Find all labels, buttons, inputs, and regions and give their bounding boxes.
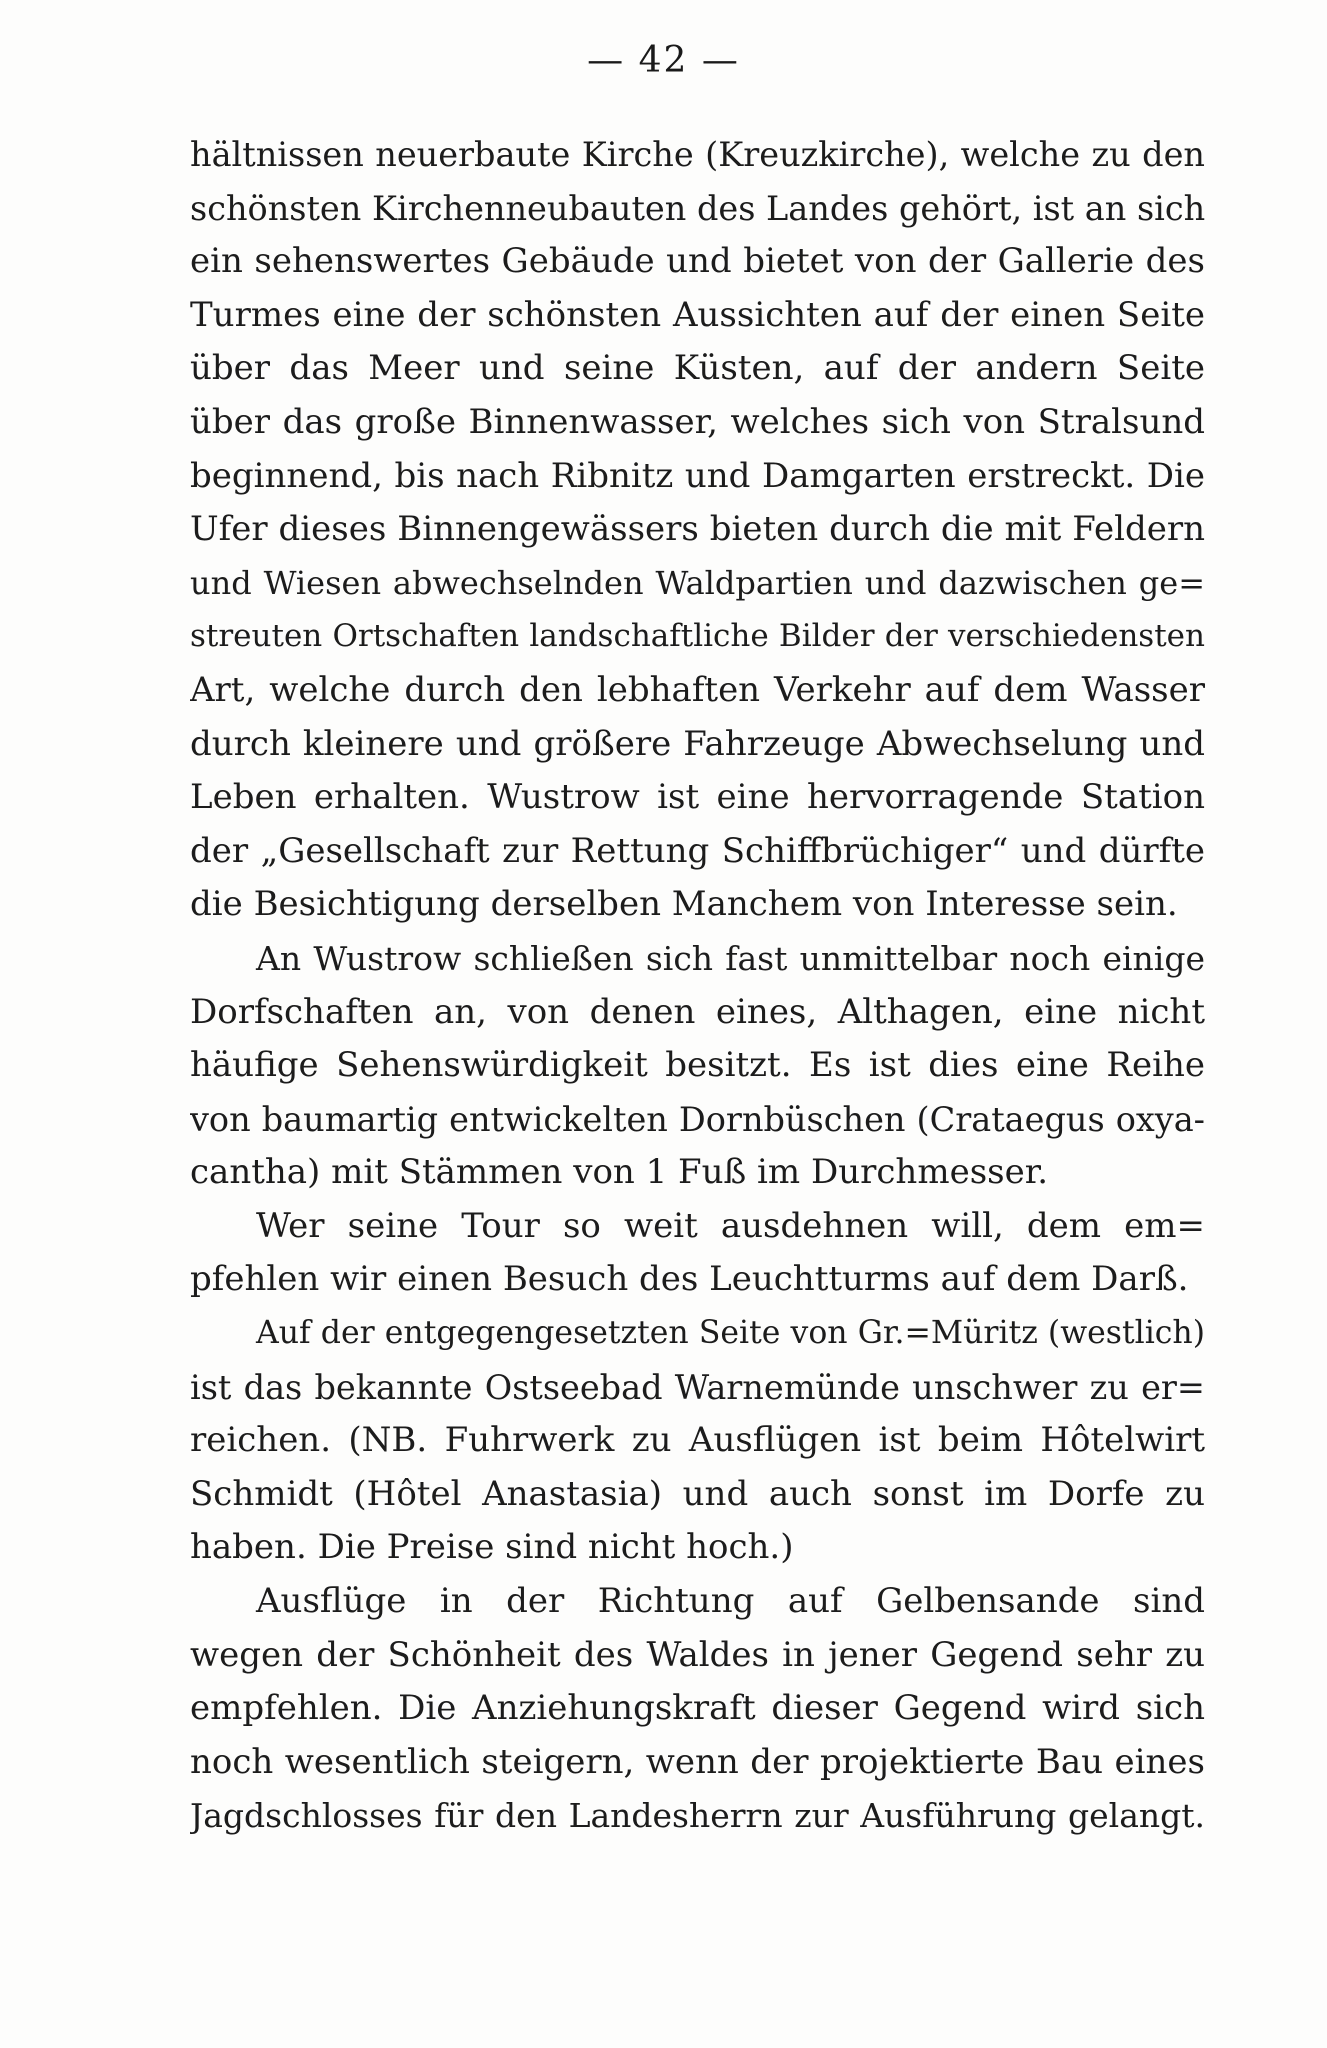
body-text <box>190 128 1205 1843</box>
text-line: Dorfschaften an, von denen eines, Althagen, eine nicht <box>190 991 1205 1032</box>
text-line: die Besichtigung derselben Manchem von Interesse sein. <box>190 884 1178 925</box>
text-line: häufige Sehenswürdigkeit besitzt. Es ist dies eine Reihe <box>190 1045 1205 1086</box>
text-line: streuten Ortschaften landschaftliche Bilder der verschiedensten <box>190 618 1205 655</box>
text-line: der „Gesellschaft zur Rettung Schiffbrüchiger“ und dürfte <box>190 830 1205 871</box>
text-line: Jagdschlosses für den Landesherrn zur Ausführung gelangt. <box>190 1796 1205 1836</box>
text-line: beginnend, bis nach Ribnitz und Damgarten erstreckt. Die <box>190 455 1205 496</box>
text-line: ist das bekannte Ostseebad Warnemünde unschwer zu er= <box>190 1367 1205 1407</box>
text-line: Schmidt (Hôtel Anastasia) und auch sonst im Dorfe zu <box>190 1473 1205 1514</box>
text-line: über das Meer und seine Küsten, auf der andern Seite <box>190 348 1205 389</box>
text-line: schönsten Kirchenneubauten des Landes gehört, ist an sich <box>190 188 1205 228</box>
text-line: reichen. (NB. Fuhrwerk zu Ausflügen ist beim Hôtelwirt <box>190 1420 1205 1461</box>
paragraph-first-line: An Wustrow schließen sich fast unmittelbar noch einige <box>256 938 1205 978</box>
paragraph-first-line: Auf der entgegengesetzten Seite von Gr.=Müritz (westlich) <box>256 1315 1205 1352</box>
text-line: Turmes eine der schönsten Aussichten auf der einen Seite <box>190 294 1205 335</box>
text-line: hältnissen neuerbaute Kirche (Kreuzkirche), welche zu den <box>190 135 1205 174</box>
text-line: cantha) mit Stämmen von 1 Fuß im Durchmesser. <box>190 1152 1049 1193</box>
text-line: und Wiesen abwechselnden Waldpartien und dazwischen ge= <box>190 563 1205 602</box>
text-line: haben. Die Preise sind nicht hoch.) <box>190 1527 794 1568</box>
text-line: wegen der Schönheit des Waldes in jener Gegend sehr zu <box>190 1634 1205 1675</box>
text-line: noch wesentlich steigern, wenn der projektierte Bau eines <box>190 1741 1205 1782</box>
text-line: Art, welche durch den lebhaften Verkehr auf dem Wasser <box>190 669 1205 710</box>
text-line: pfehlen wir einen Besuch des Leuchtturms auf dem Darß. <box>190 1259 1189 1300</box>
page-number: — 42 — <box>587 40 740 81</box>
text-line: Leben erhalten. Wustrow ist eine hervorragende Station <box>190 777 1205 818</box>
text-line: ein sehenswertes Gebäude und bietet von der Gallerie des <box>190 241 1205 282</box>
paragraph-first-line: Wer seine Tour so weit ausdehnen will, dem em= <box>256 1205 1205 1246</box>
text-line: über das große Binnenwasser, welches sich von Stralsund <box>190 401 1205 442</box>
text-line: empfehlen. Die Anziehungskraft dieser Gegend wird sich <box>190 1688 1205 1729</box>
text-line: von baumartig entwickelten Dornbüschen (Crataegus oxya- <box>190 1099 1205 1139</box>
text-line: Ufer dieses Binnengewässers bieten durch die mit Feldern <box>190 509 1205 550</box>
paragraph-first-line: Ausflüge in der Richtung auf Gelbensande sind <box>256 1581 1205 1622</box>
text-line: durch kleinere und größere Fahrzeuge Abwechselung und <box>190 723 1205 764</box>
